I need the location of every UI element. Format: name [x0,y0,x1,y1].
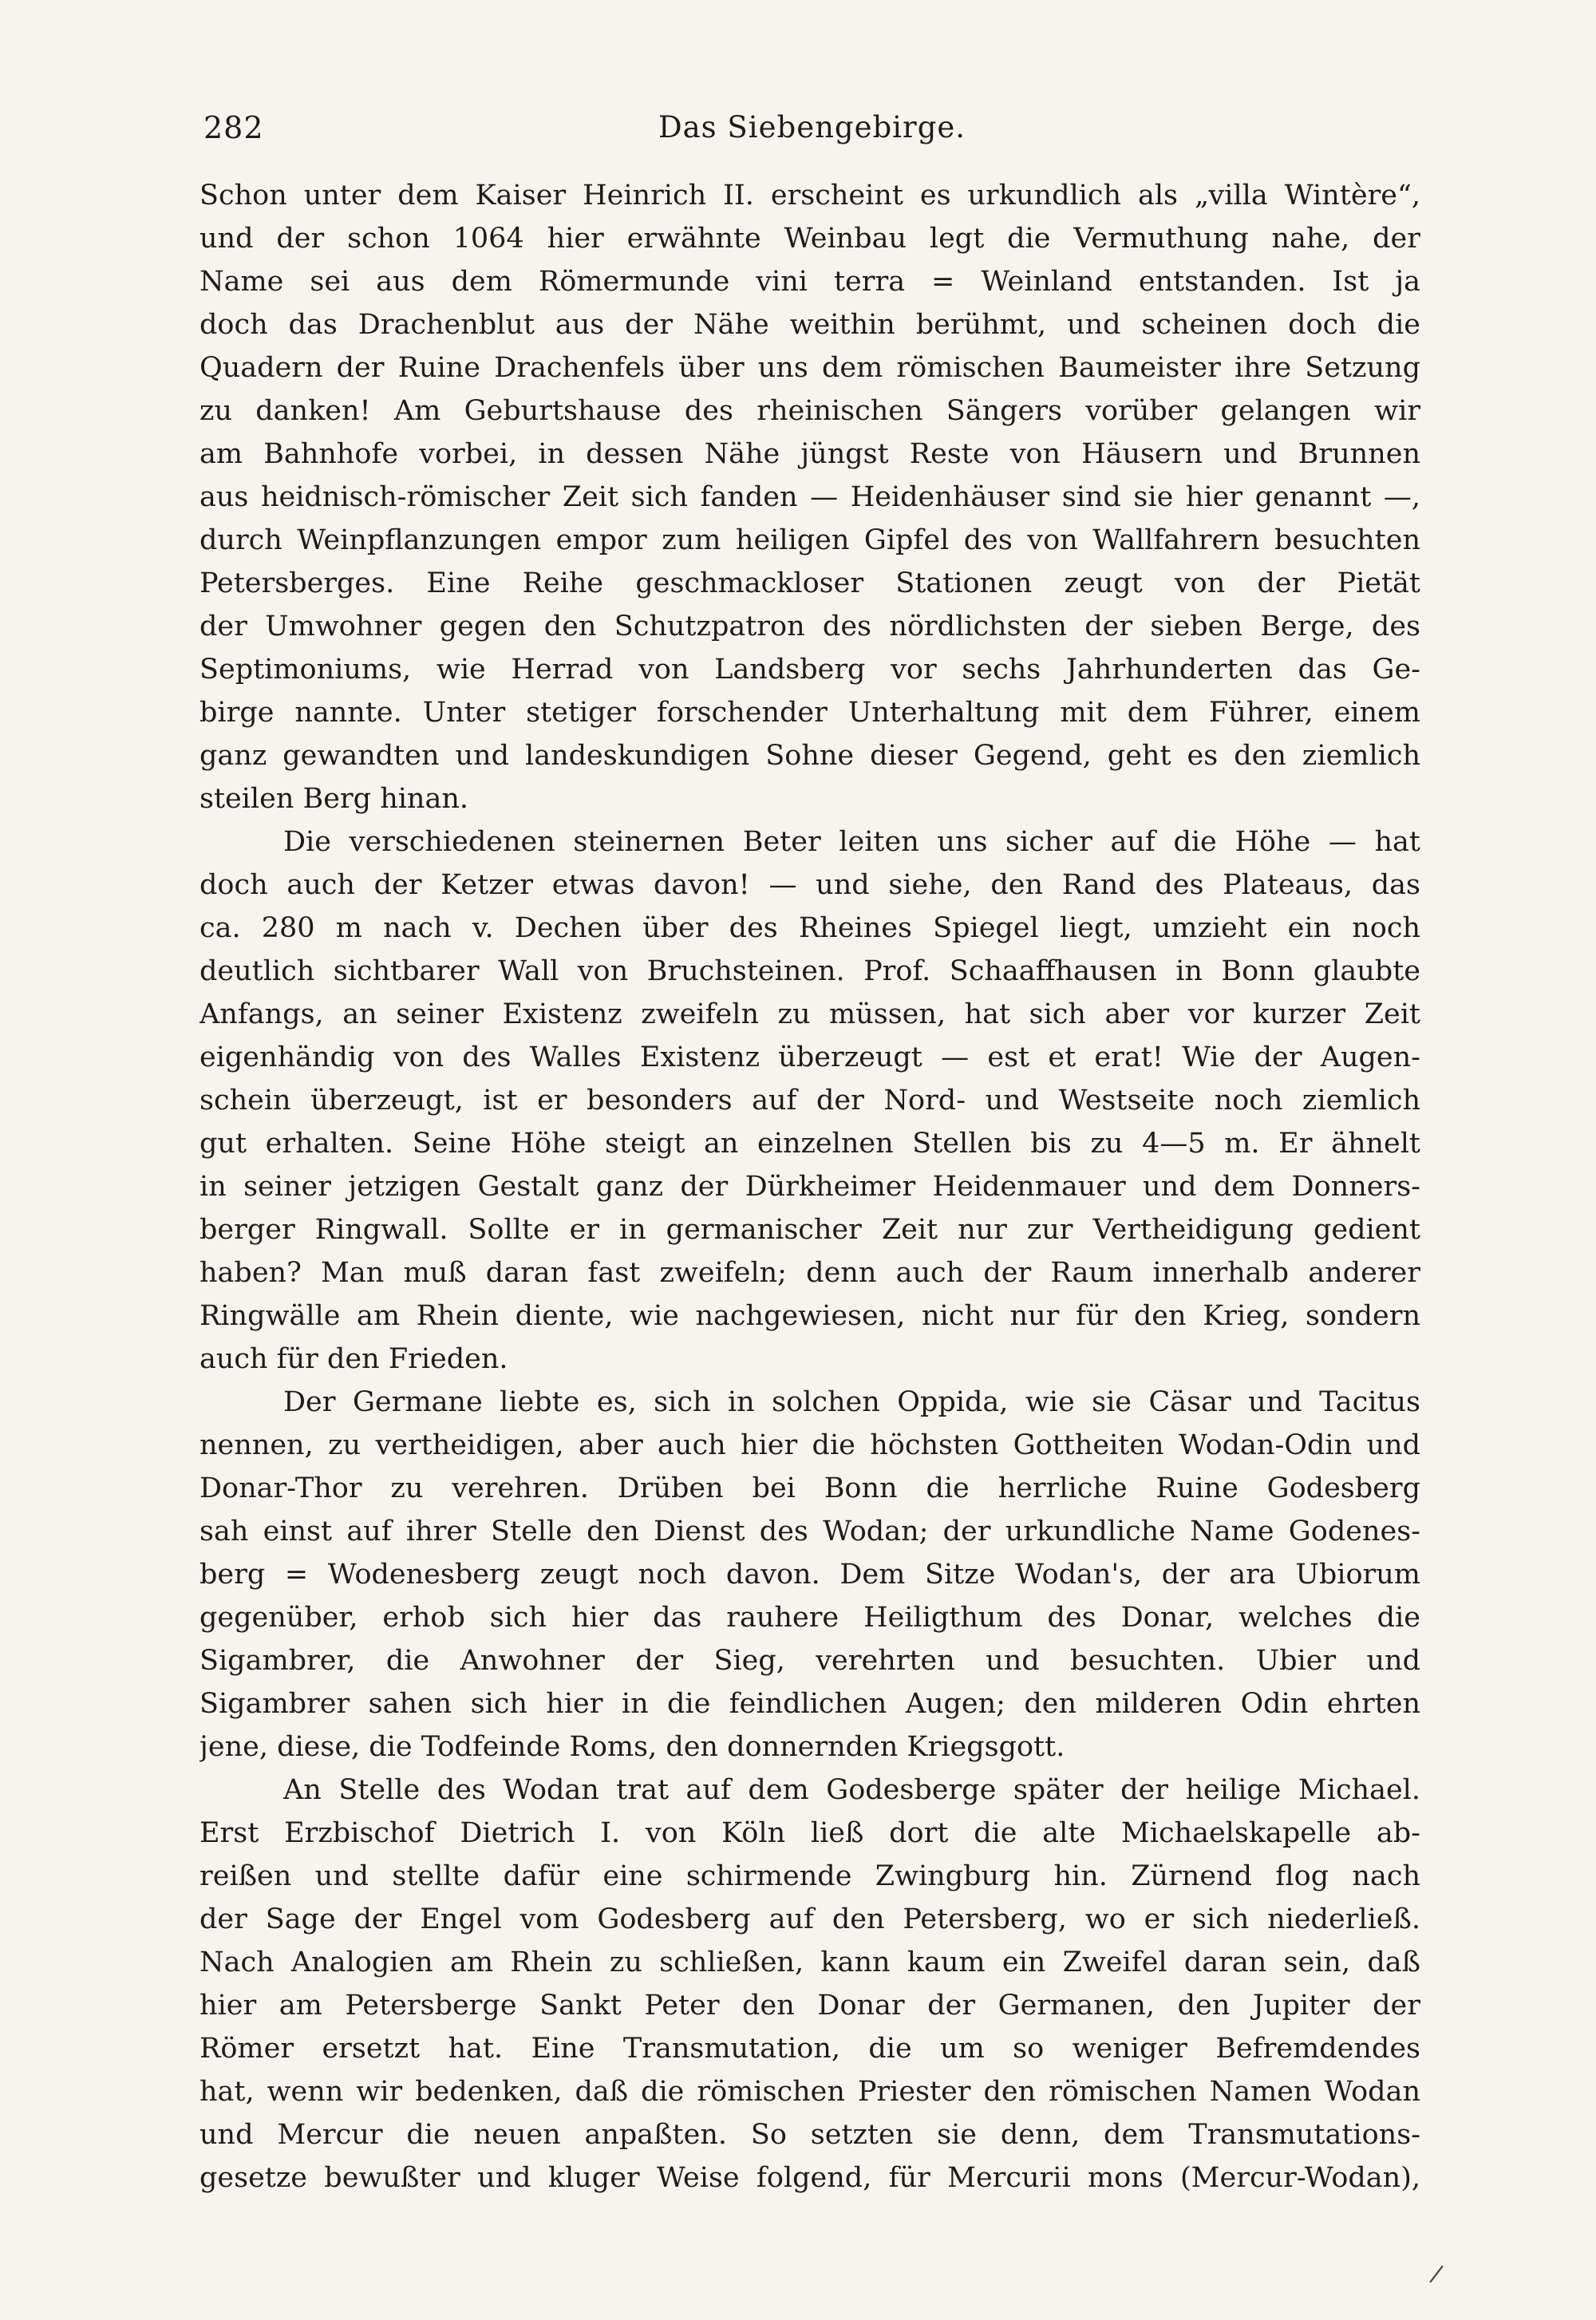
text-line: nennen, zu vertheidigen, aber auch hier die höchsten Gottheiten Wodan-Odin und [200,1429,1420,1461]
paragraph-start-line: Die verschiedenen steinernen Beter leiten uns sicher auf die Höhe — hat [283,826,1420,858]
text-line: berg = Wodenesberg zeugt noch davon. Dem Sitze Wodan's, der ara Ubiorum [200,1559,1420,1591]
text-line: doch das Drachenblut aus der Nähe weithin berühmt, und scheinen doch die [200,309,1420,341]
text-line: Römer ersetzt hat. Eine Transmutation, die um so weniger Befremdendes [200,2033,1420,2065]
text-line: haben? Man muß daran fast zweifeln; denn auch der Raum innerhalb anderer [200,1257,1420,1289]
text-line: zu danken! Am Geburtshause des rheinischen Sängers vorüber gelangen wir [200,395,1420,427]
text-line: sah einst auf ihrer Stelle den Dienst des Wodan; der urkundliche Name Godenes- [200,1516,1420,1547]
paragraph-start-line: Der Germane liebte es, sich in solchen Oppida, wie sie Cäsar und Tacitus [283,1386,1420,1418]
margin-mark: / [1428,2259,1445,2289]
text-line: Petersberges. Eine Reihe geschmackloser Stationen zeugt von der Pietät [200,567,1420,599]
text-line: Anfangs, an seiner Existenz zweifeln zu müssen, hat sich aber vor kurzer Zeit [200,998,1420,1030]
text-line: berger Ringwall. Sollte er in germanischer Zeit nur zur Vertheidigung gedient [200,1214,1420,1246]
text-line: Nach Analogien am Rhein zu schließen, kann kaum ein Zweifel daran sein, daß [200,1947,1420,1978]
text-line: Sigambrer sahen sich hier in die feindlichen Augen; den milderen Odin ehrten [200,1688,1420,1720]
text-line: ca. 280 m nach v. Dechen über des Rheines Spiegel liegt, umzieht ein noch [200,912,1420,944]
page-header [203,104,1420,152]
text-line: der Umwohner gegen den Schutzpatron des nördlichsten der sieben Berge, des [200,611,1420,642]
text-line: hier am Petersberge Sankt Peter den Donar der Germanen, den Jupiter der [200,1990,1420,2022]
text-line: steilen Berg hinan. [200,783,469,815]
text-line: ganz gewandten und landeskundigen Sohne dieser Gegend, geht es den ziemlich [200,740,1420,772]
text-line: Donar-Thor zu verehren. Drüben bei Bonn die herrliche Ruine Godesberg [200,1472,1420,1504]
text-line: gesetze bewußter und kluger Weise folgend, für Mercurii mons (Mercur-Wodan), [200,2162,1420,2194]
text-line: gut erhalten. Seine Höhe steigt an einzelnen Stellen bis zu 4—5 m. Er ähnelt [200,1128,1420,1160]
text-line: Quadern der Ruine Drachenfels über uns dem römischen Baumeister ihre Setzung [200,352,1420,384]
text-line: schein überzeugt, ist er besonders auf der Nord- und Westseite noch ziemlich [200,1085,1420,1117]
text-line: hat, wenn wir bedenken, daß die römischen Priester den römischen Namen Wodan [200,2076,1420,2108]
text-line: jene, diese, die Todfeinde Roms, den donnernden Kriegsgott. [200,1731,1065,1763]
text-line: Septimoniums, wie Herrad von Landsberg vor sechs Jahrhunderten das Ge- [200,654,1420,686]
text-line: aus heidnisch-römischer Zeit sich fanden — Heidenhäuser sind sie hier genannt —, [200,481,1420,513]
text-line: eigenhändig von des Walles Existenz überzeugt — est et erat! Wie der Augen- [200,1041,1420,1073]
text-line: Schon unter dem Kaiser Heinrich II. erscheint es urkundlich als „villa Wintère“, [200,180,1420,211]
text-line: Erst Erzbischof Dietrich I. von Köln ließ dort die alte Michaelskapelle ab- [200,1817,1420,1849]
text-line: reißen und stellte dafür eine schirmende Zwingburg hin. Zürnend flog nach [200,1860,1420,1892]
text-line: und Mercur die neuen anpaßten. So setzten sie denn, dem Transmutations- [200,2119,1420,2151]
text-line: Name sei aus dem Römermunde vini terra = Weinland entstanden. Ist ja [200,266,1420,298]
page-number: 282 [203,110,264,145]
text-line: deutlich sichtbarer Wall von Bruchsteinen. Prof. Schaaffhausen in Bonn glaubte [200,955,1420,987]
text-line: gegenüber, erhob sich hier das rauhere Heiligthum des Donar, welches die [200,1602,1420,1634]
text-line: und der schon 1064 hier erwähnte Weinbau legt die Vermuthung nahe, der [200,223,1420,255]
running-title: Das Siebengebirge. [658,110,966,144]
text-line: doch auch der Ketzer etwas davon! — und siehe, den Rand des Plateaus, das [200,869,1420,901]
text-line: birge nannte. Unter stetiger forschender Unterhaltung mit dem Führer, einem [200,697,1420,729]
paragraph-start-line: An Stelle des Wodan trat auf dem Godesberge später der heilige Michael. [283,1774,1420,1806]
text-line: Ringwälle am Rhein diente, wie nachgewiesen, nicht nur für den Krieg, sondern [200,1300,1420,1332]
text-line: am Bahnhofe vorbei, in dessen Nähe jüngst Reste von Häusern und Brunnen [200,438,1420,470]
text-line: in seiner jetzigen Gestalt ganz der Dürkheimer Heidenmauer und dem Donners- [200,1171,1420,1203]
text-line: auch für den Frieden. [200,1343,508,1375]
body-text [200,174,1420,2199]
text-line: durch Weinpflanzungen empor zum heiligen Gipfel des von Wallfahrern besuchten [200,524,1420,556]
text-line: der Sage der Engel vom Godesberg auf den Petersberg, wo er sich niederließ. [200,1903,1420,1935]
text-line: Sigambrer, die Anwohner der Sieg, verehrten und besuchten. Ubier und [200,1645,1420,1677]
